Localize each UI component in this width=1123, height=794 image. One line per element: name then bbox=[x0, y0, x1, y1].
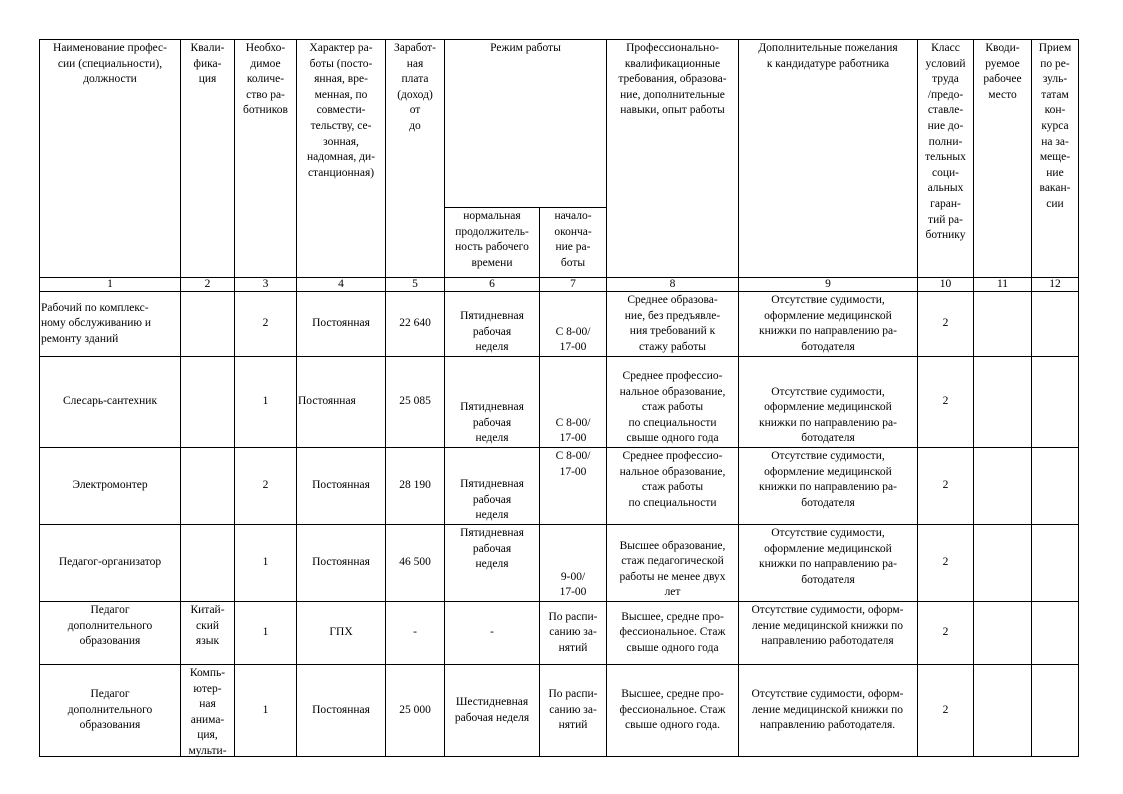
cell-competition bbox=[1032, 602, 1078, 664]
cell-worker-count bbox=[235, 525, 296, 601]
cell-text: С 8-00/ 17-00 bbox=[555, 325, 591, 354]
header-work-class: Класс условий труда /предо- ставле- ние до- полни- тельных соци- альных гаран- тий ра- ботнику bbox=[925, 42, 966, 242]
cell-work-class bbox=[918, 357, 973, 447]
column-number: 3 bbox=[262, 278, 269, 290]
cell-wishes: Отсутствие судимости, оформление медицинской книжки по направлению ра- ботодателя bbox=[759, 450, 897, 509]
cell-text: Отсутствие судимости, оформ- ление медицинской книжки по направлению работодателя. bbox=[751, 688, 904, 732]
cell-text: Электромонтер bbox=[72, 479, 148, 492]
cell-text: Пятидневная рабочая неделя bbox=[460, 401, 524, 445]
cell-text: 1 bbox=[262, 703, 269, 716]
column-number: 9 bbox=[825, 278, 831, 290]
cell-text: 2 bbox=[942, 626, 949, 639]
header-profession: Наименование профес- сии (специальности), должности bbox=[53, 42, 167, 86]
cell-wishes: Отсутствие судимости, оформ- ление медицинской книжки по направлению работодателя bbox=[751, 604, 904, 648]
cell-quota bbox=[974, 665, 1031, 756]
cell-text: Постоянная bbox=[312, 317, 370, 330]
column-number: 6 bbox=[489, 278, 495, 290]
cell-text: 25 000 bbox=[399, 703, 431, 716]
cell-work-duration bbox=[445, 665, 539, 756]
cell-quota bbox=[974, 357, 1031, 447]
cell-text: 2 bbox=[942, 395, 949, 408]
cell-text: С 8-00/ 17-00 bbox=[555, 416, 591, 445]
cell-text: Высшее, средне про- фессиональное. Стаж свыше одного года. bbox=[619, 688, 726, 732]
cell-text: Высшее, средне про- фессиональное. Стаж свыше одного года bbox=[619, 610, 726, 654]
column-number: 4 bbox=[338, 278, 344, 290]
header-competition: Прием по ре- зуль- татам кон- курса на за- меще- ние вакан- сии bbox=[1038, 42, 1072, 210]
cell-text: Пятидневная рабочая неделя bbox=[460, 478, 524, 522]
cell-qualification: Компь- ютер- ная анима- ция, мульти- bbox=[188, 667, 227, 756]
cell-requirements: Среднее образова- ние, без предъявле- ния требований к стажу работы bbox=[624, 294, 721, 353]
column-number: 10 bbox=[939, 278, 952, 290]
column-number: 12 bbox=[1049, 278, 1061, 290]
cell-competition bbox=[1032, 292, 1078, 356]
cell-text: 2 bbox=[942, 556, 949, 569]
cell-work-duration bbox=[445, 357, 539, 447]
cell-text: 25 085 bbox=[399, 395, 431, 408]
cell-text: Рабочий по комплекс- ному обслуживанию и ремонту зданий bbox=[41, 301, 152, 345]
cell-competition bbox=[1032, 665, 1078, 756]
cell-salary bbox=[386, 602, 444, 664]
cell-quota bbox=[974, 292, 1031, 356]
cell-text: По распи- санию за- нятий bbox=[548, 610, 598, 654]
cell-profession bbox=[40, 525, 180, 601]
cell-text: 2 bbox=[262, 479, 269, 492]
cell-text: Шестидневная рабочая неделя bbox=[454, 695, 530, 724]
cell-salary bbox=[386, 448, 444, 524]
cell-text: Отсутствие судимости, оформление медицинской книжки по направлению ра- ботодателя bbox=[759, 385, 897, 445]
cell-text: 22 640 bbox=[399, 317, 431, 330]
cell-qualification bbox=[181, 448, 234, 524]
cell-wishes bbox=[739, 357, 917, 447]
column-number: 11 bbox=[996, 278, 1009, 290]
cell-work-class bbox=[918, 448, 973, 524]
header-wishes: Дополнительные пожелания к кандидатуре работника bbox=[758, 42, 898, 70]
cell-work-nature bbox=[297, 292, 385, 356]
column-number: 2 bbox=[204, 278, 211, 290]
cell-work-duration bbox=[445, 448, 539, 524]
table-border-side bbox=[1078, 39, 1079, 757]
cell-salary bbox=[386, 665, 444, 756]
table-border-bottom bbox=[39, 756, 1079, 757]
cell-work-nature bbox=[297, 448, 385, 524]
column-number: 5 bbox=[412, 278, 418, 290]
cell-qualification bbox=[181, 292, 234, 356]
cell-text: 2 bbox=[262, 317, 269, 330]
cell-text: Постоянная bbox=[298, 395, 356, 408]
cell-profession: Педагог дополнительного образования bbox=[67, 604, 153, 648]
cell-text: Среднее профессио- нальное образование, стаж работы по специальности свыше одного года bbox=[619, 370, 726, 445]
cell-text: Постоянная bbox=[312, 479, 370, 492]
header-quota: Кводи- руемое рабочее место bbox=[983, 42, 1022, 101]
cell-salary bbox=[386, 292, 444, 356]
cell-qualification: Китай- ский язык bbox=[190, 604, 225, 648]
cell-requirements: Среднее профессио- нальное образование, стаж работы по специальности bbox=[619, 450, 726, 509]
cell-work-class bbox=[918, 602, 973, 664]
cell-worker-count bbox=[235, 357, 296, 447]
column-number: 8 bbox=[669, 278, 676, 290]
header-worker-count: Необхо- димое количе- ство ра- ботников bbox=[243, 42, 288, 117]
cell-profession bbox=[40, 665, 180, 756]
header-schedule-hours: начало- оконча- ние ра- боты bbox=[554, 210, 592, 269]
column-number: 7 bbox=[570, 278, 576, 290]
cell-profession bbox=[40, 292, 180, 356]
cell-competition bbox=[1032, 525, 1078, 601]
cell-text: 1 bbox=[262, 556, 269, 569]
cell-work-nature bbox=[297, 357, 385, 447]
cell-text: Слесарь-сантехник bbox=[62, 395, 158, 408]
cell-work-nature bbox=[297, 665, 385, 756]
cell-work-hours: С 8-00/ 17-00 bbox=[555, 450, 591, 478]
cell-profession bbox=[40, 448, 180, 524]
cell-text: 9-00/ 17-00 bbox=[559, 570, 587, 599]
cell-text: Постоянная bbox=[312, 556, 370, 569]
cell-profession bbox=[40, 357, 180, 447]
cell-text: Педагог дополнительного образования bbox=[67, 688, 153, 732]
header-schedule-duration: нормальная продолжитель- ность рабочего времени bbox=[455, 210, 529, 269]
cell-text: 1 bbox=[262, 395, 269, 408]
cell-work-nature bbox=[297, 525, 385, 601]
cell-quota bbox=[974, 525, 1031, 601]
cell-work-hours bbox=[540, 357, 606, 447]
cell-competition bbox=[1032, 448, 1078, 524]
header-requirements: Профессионально- квалификационные требования, образова- ние, дополнительные навыки, опыт работы bbox=[618, 42, 727, 117]
cell-text: 46 500 bbox=[399, 556, 431, 569]
cell-worker-count bbox=[235, 602, 296, 664]
cell-text: 2 bbox=[942, 479, 949, 492]
cell-text: Высшее образование, стаж педагогической работы не менее двух лет bbox=[619, 539, 726, 599]
cell-qualification bbox=[181, 357, 234, 447]
cell-text: 1 bbox=[262, 626, 269, 639]
cell-text: 2 bbox=[942, 317, 949, 330]
cell-work-duration bbox=[445, 602, 539, 664]
cell-worker-count bbox=[235, 665, 296, 756]
cell-wishes: Отсутствие судимости, оформление медицинской книжки по направлению ра- ботодателя bbox=[759, 294, 897, 353]
cell-text: Постоянная bbox=[312, 703, 370, 716]
cell-work-duration: Пятидневная рабочая неделя bbox=[460, 527, 524, 571]
cell-work-hours bbox=[540, 665, 606, 756]
cell-wishes bbox=[739, 665, 917, 756]
cell-worker-count bbox=[235, 292, 296, 356]
cell-salary bbox=[386, 357, 444, 447]
cell-quota bbox=[974, 602, 1031, 664]
cell-work-class bbox=[918, 665, 973, 756]
cell-text: 28 190 bbox=[399, 479, 431, 492]
column-number: 1 bbox=[107, 278, 113, 290]
cell-qualification bbox=[181, 525, 234, 601]
cell-work-hours bbox=[540, 525, 606, 601]
cell-wishes: Отсутствие судимости, оформление медицинской книжки по направлению ра- ботодателя bbox=[759, 527, 897, 586]
cell-work-class bbox=[918, 525, 973, 601]
cell-worker-count bbox=[235, 448, 296, 524]
cell-work-class bbox=[918, 292, 973, 356]
cell-requirements bbox=[607, 357, 738, 447]
cell-text: 2 bbox=[942, 703, 949, 716]
header-salary: Заработ- ная плата (доход) от до bbox=[393, 42, 437, 132]
cell-salary bbox=[386, 525, 444, 601]
cell-requirements bbox=[607, 525, 738, 601]
cell-work-hours bbox=[540, 292, 606, 356]
cell-text: Пятидневная рабочая неделя bbox=[460, 310, 524, 354]
cell-text: ГПХ bbox=[329, 626, 353, 639]
cell-work-nature bbox=[297, 602, 385, 664]
cell-requirements bbox=[607, 602, 738, 664]
header-qualification: Квали- фика- ция bbox=[190, 42, 225, 86]
header-schedule: Режим работы bbox=[490, 42, 561, 54]
header-work-nature: Характер ра- боты (посто- янная, вре- менная, по совмести- тельству, се- зонная, надомная, ди- станционная) bbox=[306, 42, 376, 179]
cell-competition bbox=[1032, 357, 1078, 447]
cell-quota bbox=[974, 448, 1031, 524]
cell-text: По распи- санию за- нятий bbox=[548, 688, 598, 732]
cell-text: - bbox=[490, 626, 494, 639]
cell-text: - bbox=[413, 626, 417, 639]
cell-work-duration bbox=[445, 292, 539, 356]
cell-requirements bbox=[607, 665, 738, 756]
cell-text: Педагог-организатор bbox=[58, 556, 162, 569]
cell-work-hours bbox=[540, 602, 606, 664]
